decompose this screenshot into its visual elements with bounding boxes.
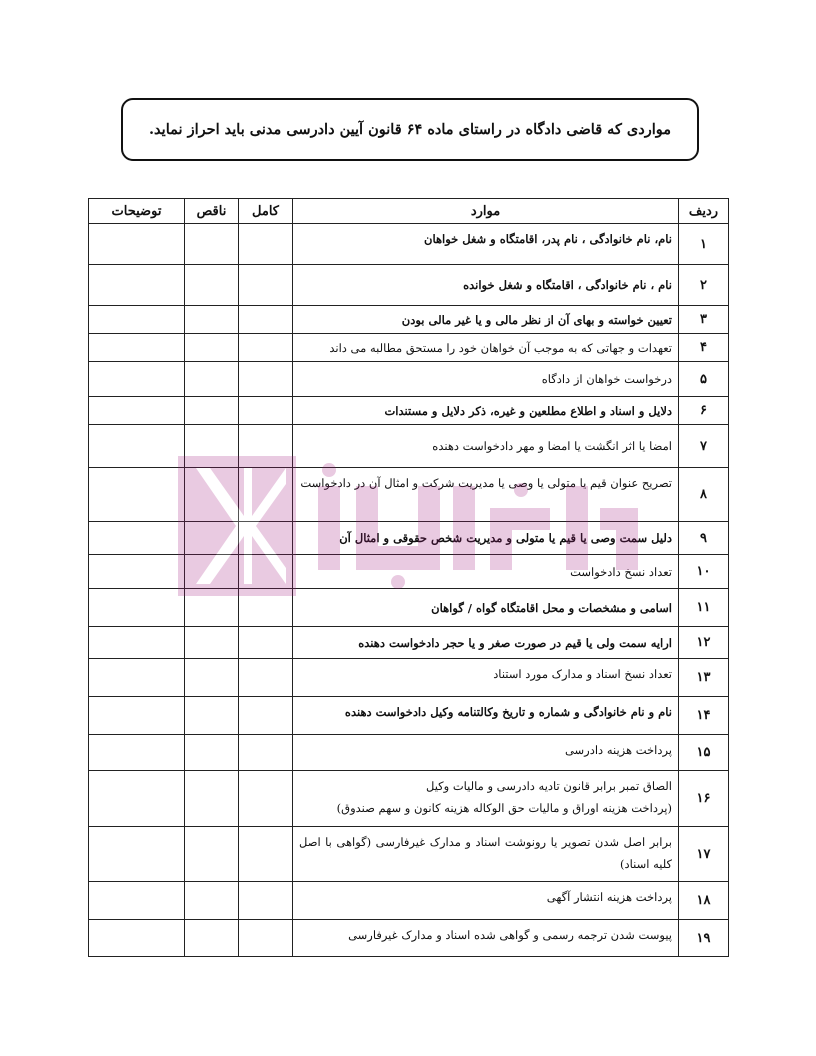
row-item: امضا یا اثر انگشت یا امضا و مهر دادخواست دهنده xyxy=(293,425,679,468)
table-row xyxy=(89,362,729,397)
row-item: پرداخت هزینه انتشار آگهی xyxy=(293,882,679,920)
checklist-table xyxy=(88,198,729,957)
cell-notes[interactable] xyxy=(89,555,185,589)
cell-complete[interactable] xyxy=(239,265,293,306)
row-number: ۱۴ xyxy=(679,697,729,735)
row-item-line: (پرداخت هزینه اوراق و مالیات حق الوکاله هزینه کانون و سهم صندوق) xyxy=(336,801,672,815)
table-row xyxy=(89,522,729,555)
cell-notes[interactable] xyxy=(89,224,185,265)
cell-notes[interactable] xyxy=(89,468,185,522)
row-item: نام و نام خانوادگی و شماره و تاریخ وکالتنامه وکیل دادخواست دهنده xyxy=(293,697,679,735)
table-row xyxy=(89,827,729,882)
cell-complete[interactable] xyxy=(239,397,293,425)
table-row xyxy=(89,697,729,735)
row-number: ۹ xyxy=(679,522,729,555)
cell-incomplete[interactable] xyxy=(185,468,239,522)
row-number: ۱۹ xyxy=(679,920,729,957)
cell-notes[interactable] xyxy=(89,627,185,659)
cell-incomplete[interactable] xyxy=(185,827,239,882)
row-item-line: الصاق تمبر برابر قانون تادیه دادرسی و مالیات وکیل xyxy=(425,779,672,793)
cell-notes[interactable] xyxy=(89,362,185,397)
cell-incomplete[interactable] xyxy=(185,425,239,468)
row-item: پیوست شدن ترجمه رسمی و گواهی شده اسناد و مدارک غیرفارسی xyxy=(293,920,679,957)
table-row xyxy=(89,425,729,468)
cell-notes[interactable] xyxy=(89,771,185,827)
row-number: ۴ xyxy=(679,334,729,362)
row-number: ۱۲ xyxy=(679,627,729,659)
cell-incomplete[interactable] xyxy=(185,735,239,771)
row-item xyxy=(293,771,679,827)
cell-notes[interactable] xyxy=(89,334,185,362)
row-item: نام، نام خانوادگی ، نام پدر، اقامتگاه و شغل خواهان xyxy=(293,224,679,265)
row-number: ۷ xyxy=(679,425,729,468)
row-number: ۱۰ xyxy=(679,555,729,589)
row-item: نام ، نام خانوادگی ، اقامتگاه و شغل خوانده xyxy=(293,265,679,306)
row-number: ۱۷ xyxy=(679,827,729,882)
row-number: ۸ xyxy=(679,468,729,522)
cell-complete[interactable] xyxy=(239,735,293,771)
table-row xyxy=(89,397,729,425)
table-row xyxy=(89,627,729,659)
cell-incomplete[interactable] xyxy=(185,882,239,920)
cell-incomplete[interactable] xyxy=(185,522,239,555)
row-item: برابر اصل شدن تصویر یا رونوشت اسناد و مدارک غیرفارسی (گواهی با اصل کلیه اسناد) xyxy=(293,827,679,882)
cell-incomplete[interactable] xyxy=(185,659,239,697)
cell-notes[interactable] xyxy=(89,265,185,306)
cell-notes[interactable] xyxy=(89,827,185,882)
cell-complete[interactable] xyxy=(239,771,293,827)
table-row xyxy=(89,468,729,522)
row-number: ۱۳ xyxy=(679,659,729,697)
cell-incomplete[interactable] xyxy=(185,555,239,589)
cell-notes[interactable] xyxy=(89,920,185,957)
cell-incomplete[interactable] xyxy=(185,920,239,957)
table-row xyxy=(89,659,729,697)
row-item: تعداد نسخ اسناد و مدارک مورد استناد xyxy=(293,659,679,697)
row-number: ۵ xyxy=(679,362,729,397)
row-number: ۱۶ xyxy=(679,771,729,827)
cell-notes[interactable] xyxy=(89,659,185,697)
cell-notes[interactable] xyxy=(89,522,185,555)
cell-complete[interactable] xyxy=(239,306,293,334)
header-notes: توضیحات xyxy=(89,199,185,224)
cell-complete[interactable] xyxy=(239,827,293,882)
header-row-number: ردیف xyxy=(679,199,729,224)
cell-notes[interactable] xyxy=(89,697,185,735)
cell-complete[interactable] xyxy=(239,920,293,957)
cell-incomplete[interactable] xyxy=(185,397,239,425)
cell-incomplete[interactable] xyxy=(185,334,239,362)
table-row xyxy=(89,306,729,334)
cell-incomplete[interactable] xyxy=(185,265,239,306)
cell-complete[interactable] xyxy=(239,425,293,468)
cell-complete[interactable] xyxy=(239,468,293,522)
row-item: پرداخت هزینه دادرسی xyxy=(293,735,679,771)
cell-complete[interactable] xyxy=(239,882,293,920)
page-title: مواردی که قاضی دادگاه در راستای ماده ۶۴ قانون آیین دادرسی مدنی باید احراز نماید. xyxy=(149,121,672,138)
cell-notes[interactable] xyxy=(89,425,185,468)
cell-complete[interactable] xyxy=(239,362,293,397)
row-number: ۶ xyxy=(679,397,729,425)
cell-notes[interactable] xyxy=(89,735,185,771)
row-item: تعداد نسخ دادخواست xyxy=(293,555,679,589)
cell-complete[interactable] xyxy=(239,555,293,589)
cell-incomplete[interactable] xyxy=(185,627,239,659)
row-number: ۳ xyxy=(679,306,729,334)
header-incomplete: ناقص xyxy=(185,199,239,224)
table-row xyxy=(89,735,729,771)
title-box xyxy=(121,98,699,161)
table-row xyxy=(89,882,729,920)
row-number: ۱۵ xyxy=(679,735,729,771)
cell-incomplete[interactable] xyxy=(185,224,239,265)
table-row xyxy=(89,555,729,589)
cell-incomplete[interactable] xyxy=(185,589,239,627)
row-item: دلیل سمت وصی یا قیم یا متولی و مدیریت شخص حقوقی و امثال آن xyxy=(293,522,679,555)
cell-complete[interactable] xyxy=(239,589,293,627)
cell-notes[interactable] xyxy=(89,589,185,627)
header-complete: کامل xyxy=(239,199,293,224)
row-item: تعهدات و جهاتی که به موجب آن خواهان خود را مستحق مطالبه می داند xyxy=(293,334,679,362)
cell-complete[interactable] xyxy=(239,697,293,735)
cell-complete[interactable] xyxy=(239,334,293,362)
cell-incomplete[interactable] xyxy=(185,362,239,397)
cell-notes[interactable] xyxy=(89,882,185,920)
header-item: موارد xyxy=(293,199,679,224)
table-row xyxy=(89,265,729,306)
cell-incomplete[interactable] xyxy=(185,697,239,735)
row-item: اسامی و مشخصات و محل اقامتگاه گواه / گواهان xyxy=(293,589,679,627)
cell-complete[interactable] xyxy=(239,224,293,265)
table-row xyxy=(89,589,729,627)
table-row xyxy=(89,920,729,957)
row-item: تعیین خواسته و بهای آن از نظر مالی و یا غیر مالی بودن xyxy=(293,306,679,334)
table-row xyxy=(89,224,729,265)
cell-incomplete[interactable] xyxy=(185,771,239,827)
row-number: ۱۱ xyxy=(679,589,729,627)
row-item: تصریح عنوان قیم یا متولی یا وصی یا مدیریت شرکت و امثال آن در دادخواست xyxy=(293,468,679,522)
row-number: ۲ xyxy=(679,265,729,306)
cell-notes[interactable] xyxy=(89,397,185,425)
row-item: دلایل و اسناد و اطلاع مطلعین و غیره، ذکر دلایل و مستندات xyxy=(293,397,679,425)
cell-incomplete[interactable] xyxy=(185,306,239,334)
cell-complete[interactable] xyxy=(239,522,293,555)
cell-complete[interactable] xyxy=(239,659,293,697)
row-item: درخواست خواهان از دادگاه xyxy=(293,362,679,397)
cell-complete[interactable] xyxy=(239,627,293,659)
table-row xyxy=(89,771,729,827)
row-number: ۱ xyxy=(679,224,729,265)
cell-notes[interactable] xyxy=(89,306,185,334)
row-item: ارایه سمت ولی یا قیم در صورت صغر و یا حجر دادخواست دهنده xyxy=(293,627,679,659)
table-row xyxy=(89,334,729,362)
table-header-row xyxy=(89,199,729,224)
row-number: ۱۸ xyxy=(679,882,729,920)
